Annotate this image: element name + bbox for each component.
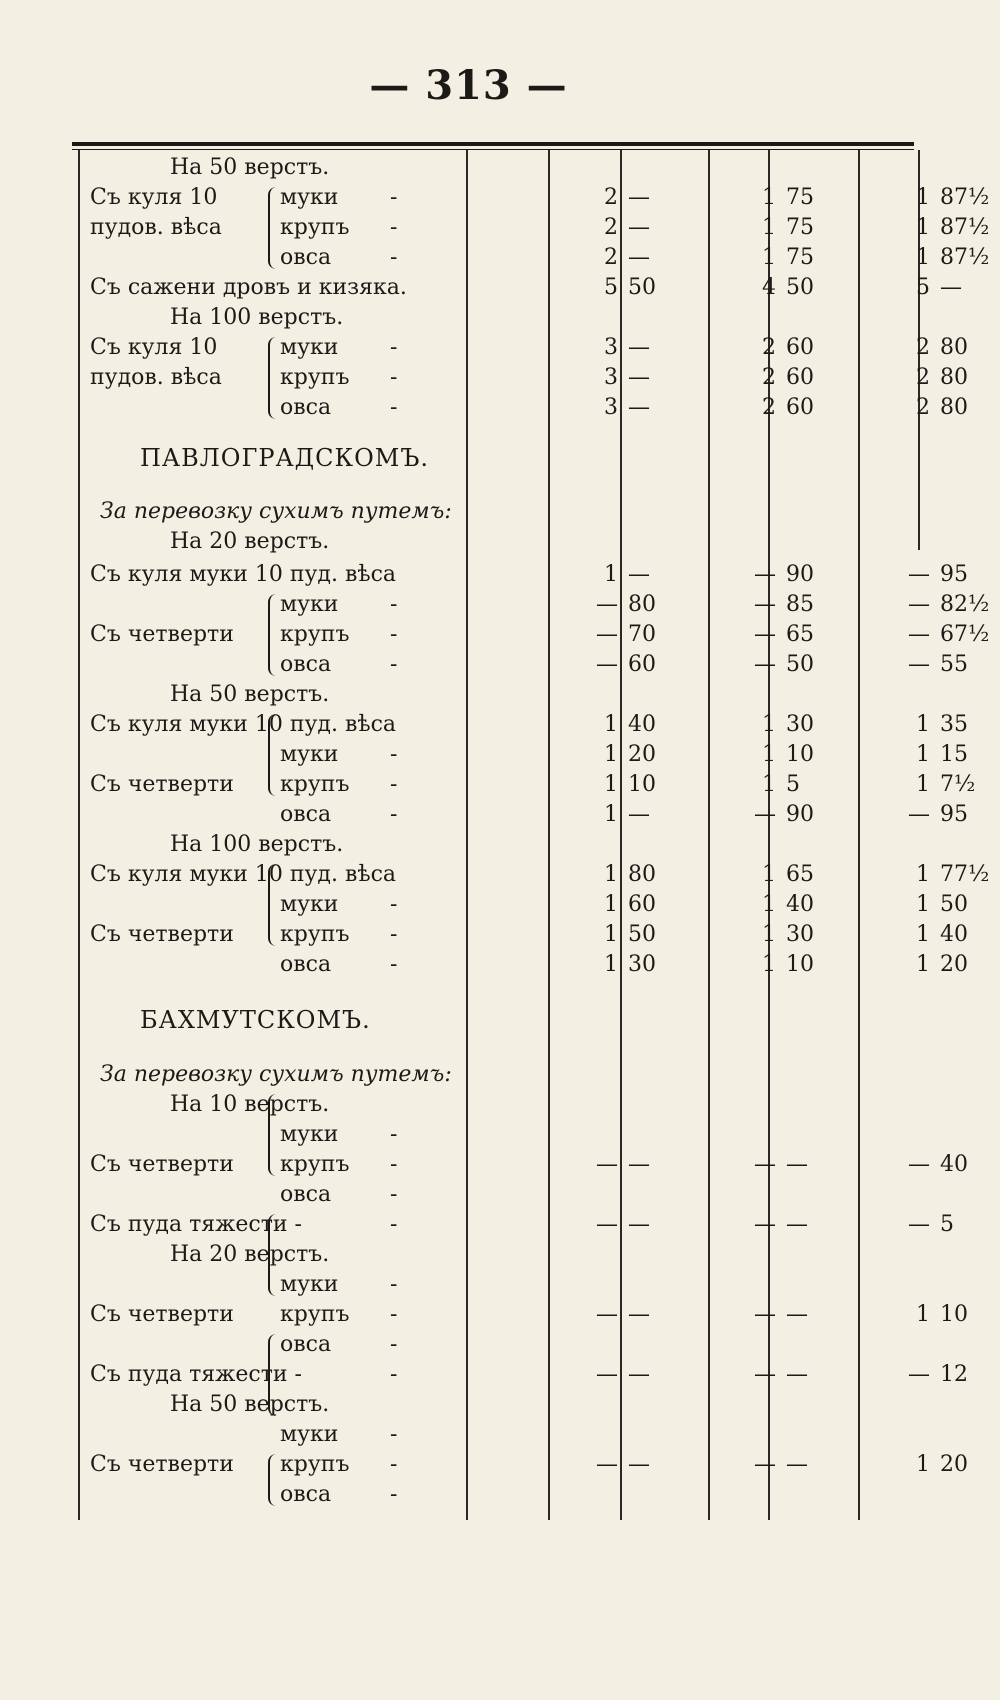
cell-c6: 55 — [940, 652, 968, 677]
cell-c5: 2 — [916, 335, 930, 360]
cell-c1: 2 — [604, 215, 618, 240]
table-row — [80, 650, 968, 680]
row-label: На 50 верстъ. — [170, 682, 330, 707]
cell-c1: — — [596, 1362, 618, 1387]
cell-c4: 75 — [786, 245, 814, 270]
cell-c3: 1 — [762, 922, 776, 947]
cell-c4: 50 — [786, 275, 814, 300]
table-row — [80, 1240, 920, 1270]
row-label: На 10 верстъ. — [170, 1092, 330, 1117]
cell-c4: — — [786, 1452, 808, 1477]
cell-c5: — — [908, 622, 930, 647]
table-row — [80, 620, 990, 650]
cell-c6: 80 — [940, 395, 968, 420]
cell-c5: 1 — [916, 922, 930, 947]
row-label: БАХМУТСКОМЪ. — [140, 1006, 371, 1034]
row-item: крупъ — [280, 215, 350, 240]
table-row — [80, 243, 990, 273]
table-row — [80, 860, 990, 890]
table-row — [80, 527, 920, 557]
cell-c5: — — [908, 652, 930, 677]
table-row — [80, 333, 968, 363]
cell-c5: — — [908, 592, 930, 617]
cell-c5: — — [908, 802, 930, 827]
cell-c3: — — [754, 1302, 776, 1327]
cell-c6: 20 — [940, 1452, 968, 1477]
row-label: Съ куля муки 10 пуд. вѣса — [90, 712, 397, 737]
row-item: овса — [280, 1482, 332, 1507]
cell-c3: — — [754, 1362, 776, 1387]
cell-c1: 1 — [604, 712, 618, 737]
table-row — [80, 830, 920, 860]
cell-c2: — — [628, 1452, 650, 1477]
row-label: На 20 верстъ. — [170, 529, 330, 554]
row-dash: - — [390, 1482, 398, 1507]
table-row — [80, 710, 968, 740]
row-dash: - — [390, 245, 398, 270]
cell-c6: 5 — [940, 1212, 954, 1237]
cell-c2: — — [628, 802, 650, 827]
row-dash: - — [390, 922, 398, 947]
cell-c5: 1 — [916, 712, 930, 737]
row-item: крупъ — [280, 1452, 350, 1477]
table-row — [80, 560, 968, 590]
top-rule-thin — [72, 149, 914, 150]
row-label: Съ пуда тяжести - — [90, 1362, 302, 1387]
row-label: Съ куля муки 10 пуд. вѣса — [90, 562, 397, 587]
cell-c6: 10 — [940, 1302, 968, 1327]
cell-c5: 1 — [916, 952, 930, 977]
cell-c6: 80 — [940, 365, 968, 390]
cell-c1: 1 — [604, 922, 618, 947]
cell-c6: 95 — [940, 802, 968, 827]
cell-c4: 60 — [786, 365, 814, 390]
cell-c5: 5 — [916, 275, 930, 300]
cell-c2: — — [628, 1152, 650, 1177]
cell-c3: 2 — [762, 395, 776, 420]
cell-c2: 40 — [628, 712, 656, 737]
row-item: овса — [280, 1182, 332, 1207]
cell-c2: 70 — [628, 622, 656, 647]
cell-c1: 1 — [604, 952, 618, 977]
cell-c2: 50 — [628, 275, 656, 300]
table-row — [80, 1270, 920, 1300]
table-row — [80, 1330, 920, 1360]
cell-c5: 1 — [916, 742, 930, 767]
cell-c3: 1 — [762, 712, 776, 737]
cell-c3: 2 — [762, 365, 776, 390]
cell-c4: 30 — [786, 922, 814, 947]
row-item: крупъ — [280, 622, 350, 647]
table-row — [80, 1420, 920, 1450]
table-row — [80, 1480, 920, 1510]
brace-mark — [268, 594, 276, 676]
cell-c5: 1 — [916, 185, 930, 210]
row-item: крупъ — [280, 1152, 350, 1177]
cell-c4: 75 — [786, 185, 814, 210]
cell-c3: — — [754, 562, 776, 587]
cell-c3: 1 — [762, 215, 776, 240]
row-item: муки — [280, 335, 339, 360]
cell-c2: 60 — [628, 652, 656, 677]
row-dash: - — [390, 1212, 398, 1237]
row-label: Съ сажени дровъ и кизяка. — [90, 275, 407, 300]
cell-c6: 77½ — [940, 862, 990, 887]
row-item: муки — [280, 1422, 339, 1447]
cell-c3: 1 — [762, 892, 776, 917]
cell-c2: — — [628, 1362, 650, 1387]
table-row — [80, 273, 962, 303]
row-label: Съ куля 10 — [90, 185, 218, 210]
table-row — [80, 1090, 920, 1120]
table-row — [80, 1005, 920, 1035]
row-dash: - — [390, 592, 398, 617]
row-item: муки — [280, 1272, 339, 1297]
cell-c5: 1 — [916, 862, 930, 887]
table-row — [80, 920, 968, 950]
cell-c3: 4 — [762, 275, 776, 300]
cell-c2: 50 — [628, 922, 656, 947]
cell-c2: 10 — [628, 772, 656, 797]
row-label: Съ четверти — [90, 922, 234, 947]
cell-c1: 3 — [604, 395, 618, 420]
top-rule — [72, 142, 914, 146]
cell-c3: — — [754, 1452, 776, 1477]
cell-c5: — — [908, 1152, 930, 1177]
cell-c1: 1 — [604, 802, 618, 827]
row-item: муки — [280, 185, 339, 210]
cell-c4: 10 — [786, 742, 814, 767]
cell-c5: — — [908, 1362, 930, 1387]
row-dash: - — [390, 742, 398, 767]
cell-c1: — — [596, 1452, 618, 1477]
cell-c5: 1 — [916, 1302, 930, 1327]
cell-c3: — — [754, 622, 776, 647]
cell-c6: 35 — [940, 712, 968, 737]
row-item: крупъ — [280, 922, 350, 947]
row-dash: - — [390, 1332, 398, 1357]
cell-c6: 80 — [940, 335, 968, 360]
table-row — [80, 213, 990, 243]
table-row — [80, 393, 968, 423]
table-row — [80, 1390, 920, 1420]
row-dash: - — [390, 802, 398, 827]
row-label: Съ куля 10 — [90, 335, 218, 360]
cell-c2: — — [628, 1212, 650, 1237]
cell-c1: 5 — [604, 275, 618, 300]
cell-c1: 2 — [604, 245, 618, 270]
row-item: муки — [280, 892, 339, 917]
row-label: За перевозку сухимъ путемъ: — [100, 499, 452, 524]
cell-c6: 87½ — [940, 185, 990, 210]
row-dash: - — [390, 622, 398, 647]
row-item: муки — [280, 592, 339, 617]
brace-mark — [268, 1094, 276, 1176]
cell-c1: 1 — [604, 772, 618, 797]
table-row — [80, 770, 976, 800]
row-dash: - — [390, 365, 398, 390]
cell-c5: 1 — [916, 1452, 930, 1477]
brace-mark — [268, 864, 276, 946]
row-item: муки — [280, 742, 339, 767]
cell-c1: 1 — [604, 742, 618, 767]
row-dash: - — [390, 652, 398, 677]
cell-c5: 1 — [916, 772, 930, 797]
row-item: овса — [280, 395, 332, 420]
table-row — [80, 1120, 920, 1150]
row-dash: - — [390, 395, 398, 420]
cell-c4: 75 — [786, 215, 814, 240]
cell-c1: 3 — [604, 365, 618, 390]
cell-c1: — — [596, 652, 618, 677]
cell-c5: 2 — [916, 395, 930, 420]
cell-c2: — — [628, 335, 650, 360]
cell-c3: 1 — [762, 742, 776, 767]
cell-c1: 3 — [604, 335, 618, 360]
table-row — [80, 1300, 968, 1330]
table-row — [80, 1060, 920, 1090]
table-row — [80, 363, 968, 393]
row-label: Съ куля муки 10 пуд. вѣса — [90, 862, 397, 887]
cell-c4: 65 — [786, 862, 814, 887]
row-label: На 100 верстъ. — [170, 832, 344, 857]
cell-c2: 30 — [628, 952, 656, 977]
row-label: Съ четверти — [90, 1302, 234, 1327]
cell-c6: 67½ — [940, 622, 990, 647]
cell-c2: 80 — [628, 862, 656, 887]
table-row — [80, 443, 920, 473]
cell-c4: — — [786, 1362, 808, 1387]
cell-c2: 20 — [628, 742, 656, 767]
row-label: На 50 верстъ. — [170, 1392, 330, 1417]
cell-c3: 1 — [762, 862, 776, 887]
row-dash: - — [390, 952, 398, 977]
cell-c2: 60 — [628, 892, 656, 917]
row-dash: - — [390, 1452, 398, 1477]
cell-c1: 2 — [604, 185, 618, 210]
table-row — [80, 950, 968, 980]
cell-c1: — — [596, 622, 618, 647]
row-item: овса — [280, 952, 332, 977]
row-item: муки — [280, 1122, 339, 1147]
cell-c4: 50 — [786, 652, 814, 677]
row-dash: - — [390, 1272, 398, 1297]
cell-c6: 87½ — [940, 245, 990, 270]
cell-c6: — — [940, 275, 962, 300]
cell-c3: 2 — [762, 335, 776, 360]
row-item: овса — [280, 652, 332, 677]
table-row — [80, 740, 968, 770]
cell-c3: — — [754, 1152, 776, 1177]
brace-mark — [268, 187, 276, 269]
row-item: крупъ — [280, 365, 350, 390]
row-dash: - — [390, 185, 398, 210]
cell-c4: 90 — [786, 562, 814, 587]
row-label: На 50 верстъ. — [170, 155, 330, 180]
row-item: крупъ — [280, 772, 350, 797]
cell-c4: 65 — [786, 622, 814, 647]
cell-c6: 82½ — [940, 592, 990, 617]
cell-c4: 90 — [786, 802, 814, 827]
cell-c3: 1 — [762, 952, 776, 977]
cell-c3: 1 — [762, 245, 776, 270]
table-row — [80, 800, 968, 830]
cell-c6: 40 — [940, 1152, 968, 1177]
cell-c4: 30 — [786, 712, 814, 737]
cell-c6: 40 — [940, 922, 968, 947]
cell-c6: 87½ — [940, 215, 990, 240]
cell-c1: 1 — [604, 892, 618, 917]
row-label: Съ пуда тяжести - — [90, 1212, 302, 1237]
table-row — [80, 153, 920, 183]
cell-c1: 1 — [604, 862, 618, 887]
row-label: Съ четверти — [90, 622, 234, 647]
brace-mark — [268, 1214, 276, 1296]
cell-c3: 1 — [762, 772, 776, 797]
cell-c3: 1 — [762, 185, 776, 210]
table-row — [80, 680, 920, 710]
cell-c5: — — [908, 1212, 930, 1237]
row-dash: - — [390, 1182, 398, 1207]
row-dash: - — [390, 1422, 398, 1447]
table-row — [80, 1210, 954, 1240]
cell-c5: 1 — [916, 892, 930, 917]
row-label: пудов. вѣса — [90, 365, 222, 390]
cell-c4: 85 — [786, 592, 814, 617]
row-label: Съ четверти — [90, 772, 234, 797]
table-row — [80, 1450, 968, 1480]
cell-c2: — — [628, 365, 650, 390]
cell-c2: — — [628, 215, 650, 240]
cell-c2: — — [628, 1302, 650, 1327]
cell-c4: 60 — [786, 335, 814, 360]
cell-c4: — — [786, 1302, 808, 1327]
row-dash: - — [390, 335, 398, 360]
row-label: На 100 верстъ. — [170, 305, 344, 330]
cell-c6: 95 — [940, 562, 968, 587]
row-dash: - — [390, 1302, 398, 1327]
row-item: овса — [280, 1332, 332, 1357]
cell-c2: — — [628, 562, 650, 587]
cell-c4: 10 — [786, 952, 814, 977]
table-row — [80, 1360, 968, 1390]
row-label: пудов. вѣса — [90, 215, 222, 240]
cell-c4: — — [786, 1152, 808, 1177]
table-row — [80, 590, 990, 620]
brace-mark — [268, 1334, 276, 1416]
table-row — [80, 497, 920, 527]
cell-c1: — — [596, 1212, 618, 1237]
row-item: крупъ — [280, 1302, 350, 1327]
brace-mark — [268, 714, 276, 796]
table-row — [80, 183, 990, 213]
cell-c2: 80 — [628, 592, 656, 617]
row-dash: - — [390, 1362, 398, 1387]
page-number: — 313 — — [369, 62, 568, 109]
cell-c1: — — [596, 1152, 618, 1177]
cell-c5: 1 — [916, 245, 930, 270]
brace-mark — [268, 337, 276, 419]
row-dash: - — [390, 1152, 398, 1177]
row-dash: - — [390, 1122, 398, 1147]
row-item: овса — [280, 802, 332, 827]
row-label: ПАВЛОГРАДСКОМЪ. — [140, 444, 430, 472]
cell-c4: 5 — [786, 772, 800, 797]
cell-c6: 50 — [940, 892, 968, 917]
cell-c5: 1 — [916, 215, 930, 240]
row-item: овса — [280, 245, 332, 270]
row-label: На 20 верстъ. — [170, 1242, 330, 1267]
cell-c6: 12 — [940, 1362, 968, 1387]
table-row — [80, 890, 968, 920]
cell-c3: — — [754, 652, 776, 677]
cell-c1: 1 — [604, 562, 618, 587]
cell-c1: — — [596, 592, 618, 617]
cell-c6: 7½ — [940, 772, 976, 797]
row-dash: - — [390, 772, 398, 797]
brace-mark — [268, 1454, 276, 1506]
cell-c3: — — [754, 802, 776, 827]
row-label: Съ четверти — [90, 1452, 234, 1477]
cell-c4: 60 — [786, 395, 814, 420]
cell-c4: — — [786, 1212, 808, 1237]
cell-c2: — — [628, 395, 650, 420]
row-label: Съ четверти — [90, 1152, 234, 1177]
cell-c3: — — [754, 592, 776, 617]
cell-c2: — — [628, 185, 650, 210]
cell-c5: — — [908, 562, 930, 587]
row-label: За перевозку сухимъ путемъ: — [100, 1062, 452, 1087]
table-row — [80, 1150, 968, 1180]
table-row — [80, 303, 920, 333]
row-dash: - — [390, 215, 398, 240]
cell-c4: 40 — [786, 892, 814, 917]
cell-c2: — — [628, 245, 650, 270]
cell-c6: 20 — [940, 952, 968, 977]
row-dash: - — [390, 892, 398, 917]
cell-c3: — — [754, 1212, 776, 1237]
cell-c1: — — [596, 1302, 618, 1327]
cell-c6: 15 — [940, 742, 968, 767]
table-row — [80, 1180, 920, 1210]
cell-c5: 2 — [916, 365, 930, 390]
